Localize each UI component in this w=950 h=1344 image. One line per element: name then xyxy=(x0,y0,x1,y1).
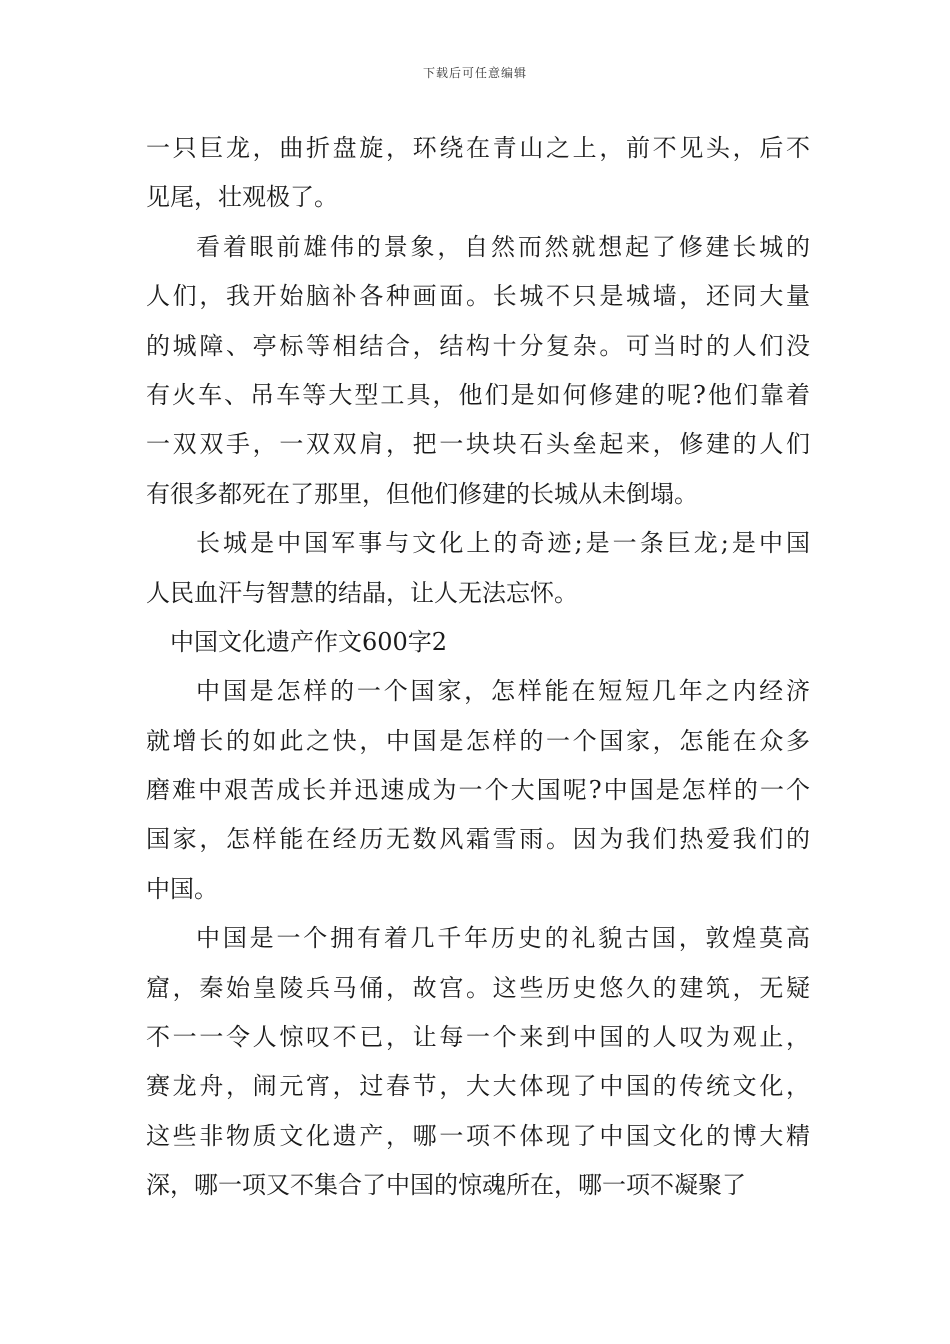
paragraph xyxy=(146,124,810,223)
text-line: 窟，秦始皇陵兵马俑，故宫。这些历史悠久的建筑，无疑 xyxy=(146,973,810,1002)
text-line: 有很多都死在了那里，但他们修建的长城从未倒塌。 xyxy=(146,479,698,508)
text-line: 有火车、吊车等大型工具，他们是如何修建的呢?他们靠着 xyxy=(146,380,810,409)
text-line: 就增长的如此之快，中国是怎样的一个国家，怎能在众多 xyxy=(146,726,810,755)
text-line: 中国文化遗产作文600字2 xyxy=(170,627,448,656)
text-line: 看着眼前雄伟的景象，自然而然就想起了修建长城的 xyxy=(196,232,810,261)
paragraph xyxy=(146,519,810,618)
document-body xyxy=(146,124,810,1211)
section-heading xyxy=(146,618,810,667)
text-line: 人民血汗与智慧的结晶，让人无法忘怀。 xyxy=(146,578,578,607)
text-line: 赛龙舟，闹元宵，过春节，大大体现了中国的传统文化， xyxy=(146,1072,810,1101)
text-line: 一双双手，一双双肩，把一块块石头垒起来，修建的人们 xyxy=(146,430,810,459)
text-line: 深，哪一项又不集合了中国的惊魂所在，哪一项不凝聚了 xyxy=(146,1171,746,1200)
text-line: 一只巨龙，曲折盘旋，环绕在青山之上，前不见头，后不 xyxy=(146,134,810,162)
page-header: 下载后可任意编辑 xyxy=(422,66,527,80)
text-line: 磨难中艰苦成长并迅速成为一个大国呢?中国是怎样的一个 xyxy=(146,776,810,805)
text-line: 的城障、亭标等相结合，结构十分复杂。可当时的人们没 xyxy=(146,331,810,360)
text-line: 人们，我开始脑补各种画面。长城不只是城墙，还同大量 xyxy=(146,282,810,311)
text-line: 中国是一个拥有着几千年历史的礼貌古国，敦煌莫高 xyxy=(196,924,810,953)
text-line: 不一一令人惊叹不已，让每一个来到中国的人叹为观止， xyxy=(146,1023,810,1052)
text-line: 见尾，壮观极了。 xyxy=(146,183,338,212)
paragraph xyxy=(146,914,810,1210)
paragraph xyxy=(146,223,810,519)
text-line: 长城是中国军事与文化上的奇迹;是一条巨龙;是中国 xyxy=(196,529,810,558)
text-line: 中国。 xyxy=(146,874,218,903)
paragraph xyxy=(146,667,810,914)
text-line: 这些非物质文化遗产，哪一项不体现了中国文化的博大精 xyxy=(146,1121,810,1150)
text-line: 中国是怎样的一个国家，怎样能在短短几年之内经济 xyxy=(196,677,810,706)
text-line: 国家，怎样能在经历无数风霜雪雨。因为我们热爱我们的 xyxy=(146,825,810,854)
